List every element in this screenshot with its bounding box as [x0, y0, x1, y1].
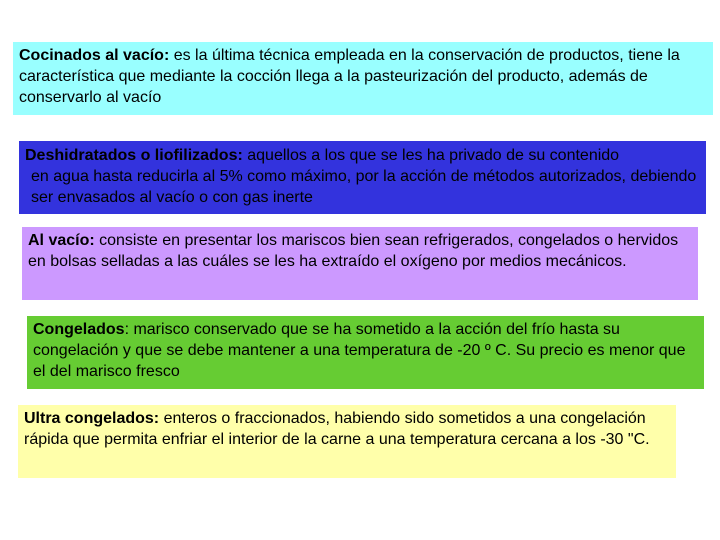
term-al-vacio: Al vacío: — [28, 232, 95, 249]
definition-text-deshidratados-line1: aquellos a los que se les ha privado de su contenido — [242, 147, 620, 164]
term-ultra-congelados: Ultra congelados: — [24, 410, 160, 427]
term-deshidratados: Deshidratados o liofilizados: — [25, 147, 243, 164]
definition-text-congelados: : marisco conservado que se ha sometido a la acción del frío hasta su congelación y que se debe mantener a una temperatura de -20 º C. Su precio es menor que el del marisco fresco — [33, 321, 686, 380]
definition-box-deshidratados — [19, 141, 706, 214]
definition-text-cocinados-al-vacio: es la última técnica empleada en la conservación de productos, tiene la característica que mediante la cocción llega a la pasteurización del producto, además de conservarlo al vacío — [19, 47, 680, 106]
definition-text-deshidratados-rest: en agua hasta reducirla al 5% como máximo, por la acción de métodos autorizados, debiendo ser envasados al vacío o con gas inerte — [31, 168, 697, 206]
term-cocinados-al-vacio: Cocinados al vacío: — [19, 47, 170, 64]
term-congelados: Congelados — [33, 321, 125, 338]
definition-box-al-vacio — [22, 227, 698, 300]
definition-box-ultra-congelados — [18, 405, 676, 478]
definition-text-ultra-congelados: enteros o fraccionados, habiendo sido sometidos a una congelación rápida que permita enfriar el interior de la carne a una temperatura cercana a los -30 "C. — [24, 410, 650, 448]
definition-box-cocinados-al-vacio — [13, 42, 713, 115]
definition-box-congelados — [27, 316, 704, 389]
definition-text-al-vacio: consiste en presentar los mariscos bien sean refrigerados, congelados o hervidos en bolsas selladas a las cuáles se les ha extraído el oxígeno por medios mecánicos. — [28, 232, 679, 270]
